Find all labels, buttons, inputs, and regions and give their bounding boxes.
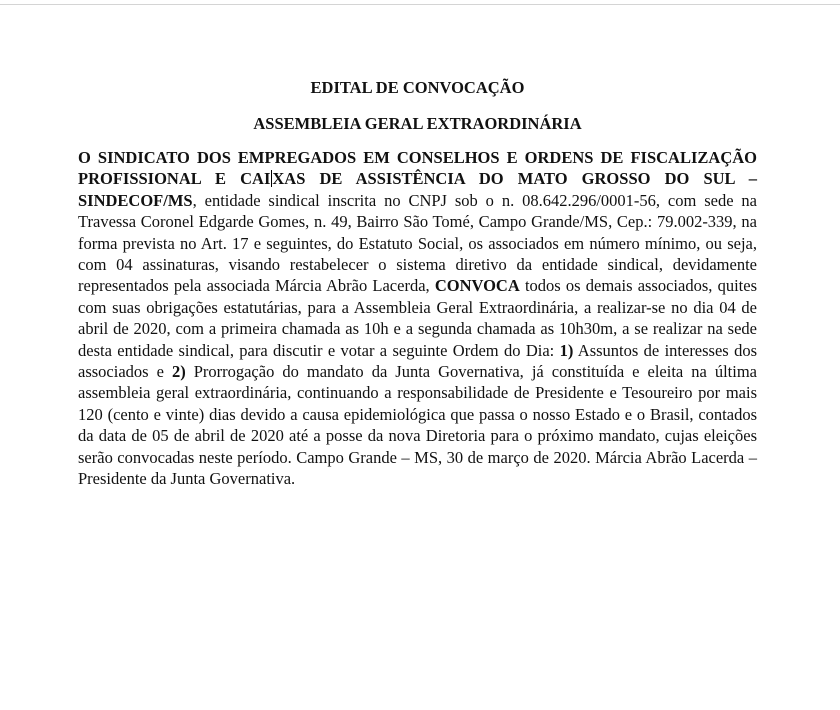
document-subtitle: ASSEMBLEIA GERAL EXTRAORDINÁRIA <box>253 114 582 133</box>
agenda-item-1-number: 1) <box>559 340 574 360</box>
organization-name-part2: XAS DE ASSISTÊNCIA DO MATO GROSSO DO SUL – SINDECOF/MS <box>78 169 758 210</box>
document-title: EDITAL DE CONVOCAÇÃO <box>310 78 525 97</box>
agenda-item-2-text: Prorrogação do mandato da Junta Governativa, já constituída e eleita na última assembleia geral extraordinária, continuando a responsabilidade de Presidente e Tesoureiro por mais 120 (cento e vinte) dias devido a causa epidemiológica que passa o nosso Estado e o Brasil, contados da data de 05 de abril de 2020 até a posse da nova Diretoria para o próximo mandato, cujas eleições serão convocadas neste período. Campo Grande – MS, 30 de março de 2020. Márcia Abrão Lacerda – Presidente da Junta Governativa. <box>78 362 757 489</box>
body-text-2: todos os demais associados, quites com suas obrigações estatutárias, para a Assembleia Geral Extraordinária, a realizar-se no dia 04 de abril de 2020, com a primeira chamada as 10h e a segunda chamada as 10h30m, a se realizar na sede desta entidade sindical, para discutir e votar a seguinte Ordem do Dia: <box>78 276 757 360</box>
agenda-item-1-text: Assuntos de interesses dos associados e <box>78 340 757 382</box>
agenda-item-2-number: 2) <box>171 362 186 382</box>
window-top-border <box>0 4 840 5</box>
convoca-keyword: CONVOCA <box>434 276 520 296</box>
body-text-1: , entidade sindical inscrita no CNPJ sob o n. 08.642.296/0001-56, com sede na Travessa Coronel Edgarde Gomes, n. 49, Bairro São Tomé, Campo Grande/MS, Cep.: 79.002-339, na forma prevista no Art. 17 e seguintes, do Estatuto Social, os associados em número mínimo, ou seja, com 04 assinaturas, visando restabelecer o sistema diretivo da entidade sindical, devidamente representados pela associada Márcia Abrão Lacerda, <box>78 190 757 296</box>
document-page[interactable] <box>78 78 757 490</box>
organization-name-part1: O SINDICATO DOS EMPREGADOS EM CONSELHOS E ORDENS DE FISCALIZAÇÃO PROFISSIONAL E CAI <box>78 148 757 189</box>
document-body-paragraph[interactable] <box>78 147 757 490</box>
